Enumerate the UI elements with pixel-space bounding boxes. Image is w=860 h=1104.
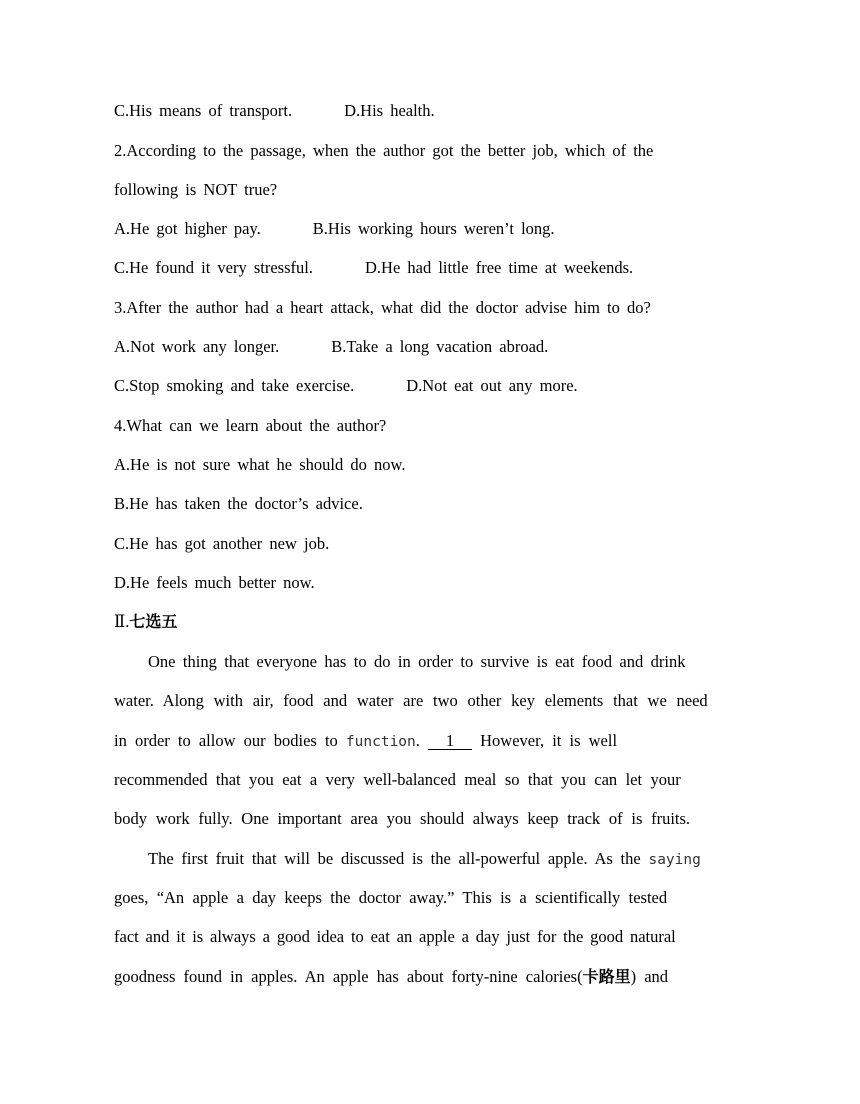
section-heading: [114, 612, 177, 632]
q3-option-c: C.Stop smoking and take exercise.: [114, 376, 355, 395]
q3-stem: 3.After the author had a heart attack, what did the doctor advise him to do?: [114, 298, 651, 317]
passage-p2-line-2: goes, “An apple a day keeps the doctor away.” This is a scientifically tested: [114, 888, 668, 907]
q3-option-a: A.Not work any longer.: [114, 337, 280, 356]
passage-p2-line-4: [114, 967, 668, 987]
passage-p1-line-3-end: However, it is well: [480, 731, 618, 750]
q2-options-ab: [114, 219, 555, 239]
answer-blank-1: 1: [428, 732, 472, 750]
q3-option-d: D.Not eat out any more.: [406, 376, 578, 395]
passage-p2-line-1: [148, 849, 701, 870]
passage-p2-line-4-start: goodness found in apples. An apple has about forty-nine calories(: [114, 967, 583, 986]
q3-options-ab: [114, 337, 548, 357]
q4-option-b: B.He has taken the doctor’s advice.: [114, 494, 363, 513]
q1-options-cd: [114, 101, 435, 121]
passage-p1-line-2: water. Along with air, food and water are two other key elements that we need: [114, 691, 708, 710]
q3-option-b: B.Take a long vacation abroad.: [331, 337, 549, 356]
passage-p1-line-3-start: in order to allow our bodies to: [114, 731, 338, 750]
passage-p2-line-1-start: The first fruit that will be discussed is the all-powerful apple. As the: [148, 849, 641, 868]
q2-options-cd: [114, 258, 633, 278]
passage-p1-line-3-period: .: [415, 731, 420, 750]
q1-option-c: C.His means of transport.: [114, 101, 293, 120]
word-saying: saying: [648, 852, 701, 868]
passage-p2-line-4-end: ) and: [630, 967, 669, 986]
q3-options-cd: [114, 376, 578, 396]
passage-p1-line-1: [148, 652, 738, 672]
q2-option-a: A.He got higher pay.: [114, 219, 261, 238]
q4-option-d: D.He feels much better now.: [114, 573, 315, 592]
calories-chinese: 卡路里: [582, 967, 631, 986]
passage-p2-line-3: fact and it is always a good idea to eat an apple a day just for the good natural: [114, 927, 676, 946]
passage-p1-line-5: body work fully. One important area you should always keep track of is fruits.: [114, 809, 691, 828]
section-numeral: Ⅱ.: [114, 612, 130, 631]
word-function: function: [345, 734, 416, 750]
q1-option-d: D.His health.: [344, 101, 435, 120]
q2-stem-line-1: 2.According to the passage, when the author got the better job, which of the: [114, 141, 654, 160]
passage-p1-line-4: recommended that you eat a very well-balanced meal so that you can let your: [114, 770, 681, 789]
q4-option-a: A.He is not sure what he should do now.: [114, 455, 406, 474]
q2-option-b: B.His working hours weren’t long.: [312, 219, 555, 238]
q2-stem-line-2: following is NOT true?: [114, 180, 278, 199]
passage-p1-line-3: [114, 731, 617, 752]
passage-p1-line-1-text: One thing that everyone has to do in order to survive is eat food and drink: [148, 652, 686, 671]
q2-option-d: D.He had little free time at weekends.: [364, 258, 634, 277]
q2-option-c: C.He found it very stressful.: [114, 258, 313, 277]
q4-option-c: C.He has got another new job.: [114, 534, 330, 553]
section-title: 七选五: [129, 612, 178, 631]
q4-stem: 4.What can we learn about the author?: [114, 416, 387, 435]
